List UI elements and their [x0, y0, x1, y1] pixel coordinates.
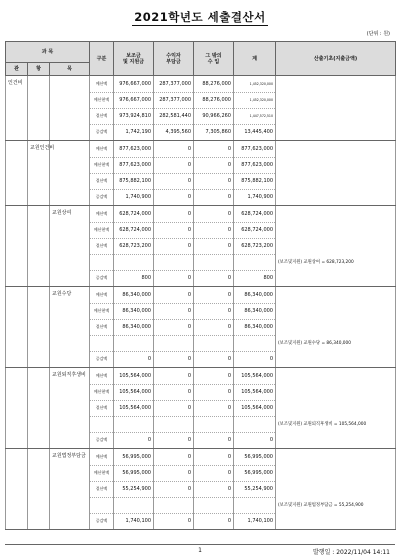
cell-division: 예산액: [90, 449, 114, 466]
cell-other-income: 0: [194, 303, 234, 319]
cell-gwan: [6, 270, 28, 287]
cell-gwan: [6, 481, 28, 497]
cell-subsidy: 1,740,100: [114, 513, 154, 530]
cell-hang: [28, 157, 50, 173]
cell-hang: [28, 335, 50, 351]
header-gwan: 관: [6, 63, 28, 76]
cell-gwan: [6, 416, 28, 432]
cell-total: [234, 335, 276, 351]
cell-total: 13,445,400: [234, 124, 276, 141]
cell-mok: 교원상여: [50, 206, 90, 223]
cell-gwan: [6, 368, 28, 385]
cell-beneficiary: 0: [154, 465, 194, 481]
cell-basis: [276, 157, 396, 173]
cell-other-income: 0: [194, 384, 234, 400]
table-row: [6, 319, 396, 335]
cell-other-income: 0: [194, 432, 234, 449]
cell-total: [234, 497, 276, 513]
cell-basis: [276, 108, 396, 124]
cell-gwan: [6, 108, 28, 124]
cell-gwan: [6, 124, 28, 141]
table-row: [6, 189, 396, 206]
cell-total: 875,882,100: [234, 173, 276, 189]
document-title: 2021학년도 세출결산서: [134, 10, 266, 24]
cell-gwan: [6, 92, 28, 108]
cell-subsidy: 0: [114, 351, 154, 368]
cell-division: 결산액: [90, 108, 114, 124]
cell-total: 56,995,000: [234, 449, 276, 466]
table-row: [6, 384, 396, 400]
cell-gwan: [6, 400, 28, 416]
cell-hang: [28, 303, 50, 319]
cell-basis: [276, 449, 396, 466]
cell-gwan: [6, 351, 28, 368]
cell-hang: [28, 238, 50, 254]
cell-hang: 교원인건비: [28, 141, 50, 158]
cell-basis: [276, 238, 396, 254]
cell-total: 1,452,320,000: [234, 92, 276, 108]
cell-basis: [276, 465, 396, 481]
cell-other-income: 88,276,000: [194, 76, 234, 93]
cell-beneficiary: 0: [154, 173, 194, 189]
cell-basis: [276, 432, 396, 449]
cell-gwan: [6, 497, 28, 513]
cell-beneficiary: [154, 254, 194, 270]
cell-gwan: [6, 449, 28, 466]
cell-mok: [50, 141, 90, 158]
cell-basis: [276, 481, 396, 497]
cell-division: 증감액: [90, 189, 114, 206]
cell-basis: [276, 189, 396, 206]
cell-subsidy: 55,254,900: [114, 481, 154, 497]
cell-hang: [28, 319, 50, 335]
cell-hang: [28, 189, 50, 206]
cell-beneficiary: 0: [154, 189, 194, 206]
cell-subsidy: 86,340,000: [114, 303, 154, 319]
cell-other-income: 0: [194, 400, 234, 416]
cell-total: 86,340,000: [234, 287, 276, 304]
cell-hang: [28, 270, 50, 287]
cell-hang: [28, 481, 50, 497]
table-row: [6, 108, 396, 124]
cell-division: 예산현액: [90, 303, 114, 319]
cell-hang: [28, 254, 50, 270]
cell-hang: [28, 384, 50, 400]
unit-label: (단위 : 원): [366, 31, 390, 37]
cell-other-income: [194, 497, 234, 513]
cell-mok: [50, 400, 90, 416]
cell-other-income: 0: [194, 287, 234, 304]
cell-basis: [276, 513, 396, 530]
cell-gwan: [6, 157, 28, 173]
cell-other-income: 0: [194, 206, 234, 223]
cell-hang: [28, 449, 50, 466]
cell-basis: [276, 270, 396, 287]
cell-beneficiary: 0: [154, 222, 194, 238]
cell-mok: [50, 254, 90, 270]
cell-basis: [276, 92, 396, 108]
cell-hang: [28, 497, 50, 513]
cell-subsidy: 976,667,000: [114, 92, 154, 108]
cell-subsidy: 800: [114, 270, 154, 287]
cell-division: 결산액: [90, 319, 114, 335]
cell-hang: [28, 76, 50, 93]
cell-division: 결산액: [90, 173, 114, 189]
cell-mok: [50, 124, 90, 141]
cell-subsidy: 875,882,100: [114, 173, 154, 189]
cell-division: 결산액: [90, 400, 114, 416]
cell-beneficiary: 0: [154, 303, 194, 319]
table-row: [6, 173, 396, 189]
cell-beneficiary: 287,377,000: [154, 76, 194, 93]
cell-beneficiary: 0: [154, 384, 194, 400]
cell-basis: [276, 141, 396, 158]
cell-subsidy: 976,667,000: [114, 76, 154, 93]
cell-basis: [276, 368, 396, 385]
cell-mok: [50, 222, 90, 238]
cell-other-income: 0: [194, 270, 234, 287]
header-division: 구분: [90, 42, 114, 76]
cell-basis: [276, 124, 396, 141]
table-row: [6, 400, 396, 416]
cell-basis: (보조및지원) 교원수당 = 86,340,000: [276, 335, 396, 351]
cell-beneficiary: 0: [154, 141, 194, 158]
table-row: [6, 287, 396, 304]
cell-other-income: 0: [194, 141, 234, 158]
cell-mok: [50, 465, 90, 481]
cell-other-income: [194, 335, 234, 351]
cell-hang: [28, 432, 50, 449]
cell-mok: 교원법정부담금: [50, 449, 90, 466]
table-row: [6, 465, 396, 481]
cell-mok: [50, 513, 90, 530]
cell-hang: [28, 416, 50, 432]
cell-basis: [276, 351, 396, 368]
cell-basis: [276, 400, 396, 416]
cell-other-income: 0: [194, 189, 234, 206]
cell-subsidy: 105,564,000: [114, 400, 154, 416]
cell-beneficiary: 0: [154, 400, 194, 416]
footer-divider: [5, 544, 395, 545]
cell-hang: [28, 513, 50, 530]
cell-gwan: [6, 513, 28, 530]
cell-division: 예산액: [90, 368, 114, 385]
cell-beneficiary: 0: [154, 157, 194, 173]
cell-gwan: [6, 173, 28, 189]
cell-mok: [50, 497, 90, 513]
cell-beneficiary: [154, 335, 194, 351]
cell-gwan: [6, 384, 28, 400]
issued-date: 발행일 : 2022/11/04 14:11: [312, 549, 390, 556]
cell-division: 예산액: [90, 141, 114, 158]
cell-division: 증감액: [90, 432, 114, 449]
header-basis: 산출기초(지출금액): [276, 42, 396, 76]
cell-total: 628,724,000: [234, 206, 276, 223]
cell-total: 628,723,200: [234, 238, 276, 254]
table-row: [6, 351, 396, 368]
cell-division: 증감액: [90, 351, 114, 368]
cell-subsidy: 105,564,000: [114, 384, 154, 400]
header-category: 과 목: [6, 42, 90, 63]
cell-hang: [28, 92, 50, 108]
cell-subsidy: [114, 254, 154, 270]
cell-basis: (보조및지원) 교원상여 = 628,723,200: [276, 254, 396, 270]
table-row: [6, 432, 396, 449]
cell-beneficiary: 0: [154, 238, 194, 254]
cell-subsidy: 628,724,000: [114, 206, 154, 223]
cell-mok: [50, 351, 90, 368]
cell-total: 86,340,000: [234, 303, 276, 319]
cell-basis: [276, 287, 396, 304]
cell-hang: [28, 368, 50, 385]
cell-gwan: [6, 319, 28, 335]
cell-division: 예산현액: [90, 92, 114, 108]
cell-mok: [50, 157, 90, 173]
cell-mok: [50, 384, 90, 400]
cell-beneficiary: 0: [154, 319, 194, 335]
cell-subsidy: 877,623,000: [114, 157, 154, 173]
cell-total: 105,564,000: [234, 384, 276, 400]
cell-hang: [28, 173, 50, 189]
cell-total: 800: [234, 270, 276, 287]
cell-subsidy: 1,740,900: [114, 189, 154, 206]
cell-hang: [28, 124, 50, 141]
cell-other-income: 0: [194, 513, 234, 530]
cell-total: [234, 416, 276, 432]
cell-division: [90, 416, 114, 432]
cell-total: 86,340,000: [234, 319, 276, 335]
cell-gwan: [6, 189, 28, 206]
cell-other-income: 88,276,000: [194, 92, 234, 108]
table-row: [6, 76, 396, 93]
cell-division: 결산액: [90, 238, 114, 254]
cell-beneficiary: 4,395,560: [154, 124, 194, 141]
cell-gwan: [6, 238, 28, 254]
cell-division: [90, 254, 114, 270]
cell-total: 877,623,000: [234, 157, 276, 173]
cell-mok: [50, 319, 90, 335]
cell-other-income: [194, 254, 234, 270]
cell-gwan: [6, 206, 28, 223]
cell-subsidy: [114, 416, 154, 432]
cell-subsidy: 105,564,000: [114, 368, 154, 385]
cell-gwan: [6, 254, 28, 270]
cell-beneficiary: 0: [154, 206, 194, 223]
cell-total: 105,564,000: [234, 368, 276, 385]
cell-beneficiary: 0: [154, 481, 194, 497]
cell-subsidy: 1,742,190: [114, 124, 154, 141]
cell-beneficiary: 282,581,440: [154, 108, 194, 124]
cell-division: 예산현액: [90, 157, 114, 173]
table-row: [6, 513, 396, 530]
cell-division: 예산현액: [90, 384, 114, 400]
cell-subsidy: 628,723,200: [114, 238, 154, 254]
cell-other-income: 0: [194, 465, 234, 481]
table-row: [6, 222, 396, 238]
table-row: [6, 92, 396, 108]
cell-other-income: 0: [194, 368, 234, 385]
cell-division: 증감액: [90, 124, 114, 141]
cell-other-income: 0: [194, 222, 234, 238]
cell-total: 877,623,000: [234, 141, 276, 158]
cell-gwan: [6, 287, 28, 304]
cell-hang: [28, 287, 50, 304]
cell-subsidy: 973,924,810: [114, 108, 154, 124]
cell-mok: 교원수당: [50, 287, 90, 304]
cell-total: 0: [234, 351, 276, 368]
cell-other-income: [194, 416, 234, 432]
cell-total: [234, 254, 276, 270]
cell-basis: [276, 319, 396, 335]
table-row: [6, 157, 396, 173]
cell-gwan: 인건비: [6, 76, 28, 93]
cell-beneficiary: 0: [154, 368, 194, 385]
cell-gwan: [6, 141, 28, 158]
header-other-income: 그 밖의 수 입: [194, 42, 234, 76]
cell-division: [90, 335, 114, 351]
cell-division: 증감액: [90, 270, 114, 287]
cell-subsidy: 0: [114, 432, 154, 449]
cell-gwan: [6, 335, 28, 351]
cell-beneficiary: [154, 497, 194, 513]
cell-total: 105,564,000: [234, 400, 276, 416]
cell-beneficiary: 0: [154, 351, 194, 368]
cell-other-income: 0: [194, 238, 234, 254]
cell-total: 628,724,000: [234, 222, 276, 238]
cell-subsidy: 56,995,000: [114, 449, 154, 466]
cell-division: 예산액: [90, 206, 114, 223]
cell-hang: [28, 206, 50, 223]
cell-beneficiary: 0: [154, 287, 194, 304]
cell-subsidy: 877,623,000: [114, 141, 154, 158]
cell-subsidy: 86,340,000: [114, 319, 154, 335]
page-number: 1: [198, 547, 202, 554]
cell-mok: [50, 108, 90, 124]
cell-subsidy: 56,995,000: [114, 465, 154, 481]
cell-total: 0: [234, 432, 276, 449]
table-row: [6, 368, 396, 385]
cell-mok: [50, 416, 90, 432]
header-subsidy: 보조금 및 지원금: [114, 42, 154, 76]
cell-mok: [50, 238, 90, 254]
table-row: [6, 481, 396, 497]
cell-division: 예산현액: [90, 222, 114, 238]
cell-division: [90, 497, 114, 513]
table-row: [6, 206, 396, 223]
cell-hang: [28, 400, 50, 416]
expenditure-table: [5, 41, 396, 530]
cell-mok: [50, 270, 90, 287]
cell-gwan: [6, 303, 28, 319]
cell-basis: [276, 206, 396, 223]
table-row: [6, 124, 396, 141]
cell-total: 55,254,900: [234, 481, 276, 497]
table-body: [6, 76, 396, 530]
cell-basis: [276, 173, 396, 189]
cell-total: 1,740,900: [234, 189, 276, 206]
cell-beneficiary: 0: [154, 270, 194, 287]
cell-mok: 교원퇴직후생비: [50, 368, 90, 385]
cell-other-income: 7,305,860: [194, 124, 234, 141]
cell-gwan: [6, 465, 28, 481]
cell-mok: [50, 189, 90, 206]
table-row: [6, 141, 396, 158]
cell-beneficiary: 0: [154, 513, 194, 530]
table-row: [6, 254, 396, 270]
table-row: [6, 449, 396, 466]
cell-mok: [50, 173, 90, 189]
cell-basis: (보조및지원) 교원법정부담금 = 55,254,900: [276, 497, 396, 513]
cell-total: 1,452,320,000: [234, 76, 276, 93]
cell-hang: [28, 351, 50, 368]
cell-basis: [276, 76, 396, 93]
cell-total: 1,740,100: [234, 513, 276, 530]
cell-hang: [28, 222, 50, 238]
cell-division: 결산액: [90, 481, 114, 497]
cell-other-income: 0: [194, 157, 234, 173]
cell-gwan: [6, 222, 28, 238]
header-mok: 목: [50, 63, 90, 76]
cell-division: 증감액: [90, 513, 114, 530]
cell-mok: [50, 76, 90, 93]
cell-total: 56,995,000: [234, 465, 276, 481]
cell-basis: [276, 303, 396, 319]
cell-beneficiary: 0: [154, 449, 194, 466]
cell-other-income: 0: [194, 449, 234, 466]
cell-subsidy: 628,724,000: [114, 222, 154, 238]
cell-division: 예산액: [90, 287, 114, 304]
cell-hang: [28, 465, 50, 481]
table-row: [6, 416, 396, 432]
cell-division: 예산액: [90, 76, 114, 93]
header-total: 계: [234, 42, 276, 76]
cell-basis: (보조및지원) 교원퇴직후생비 = 105,564,000: [276, 416, 396, 432]
table-row: [6, 303, 396, 319]
cell-beneficiary: 0: [154, 432, 194, 449]
cell-basis: [276, 222, 396, 238]
table-row: [6, 335, 396, 351]
cell-other-income: 0: [194, 481, 234, 497]
cell-beneficiary: [154, 416, 194, 432]
cell-mok: [50, 481, 90, 497]
table-row: [6, 497, 396, 513]
cell-hang: [28, 108, 50, 124]
cell-mok: [50, 303, 90, 319]
cell-other-income: 90,966,260: [194, 108, 234, 124]
cell-basis: [276, 384, 396, 400]
cell-beneficiary: 287,377,000: [154, 92, 194, 108]
cell-other-income: 0: [194, 351, 234, 368]
table-row: [6, 238, 396, 254]
header-beneficiary: 수익자 부담금: [154, 42, 194, 76]
cell-total: 1,447,572,510: [234, 108, 276, 124]
cell-other-income: 0: [194, 319, 234, 335]
cell-other-income: 0: [194, 173, 234, 189]
cell-subsidy: [114, 497, 154, 513]
cell-mok: [50, 335, 90, 351]
cell-subsidy: [114, 335, 154, 351]
cell-mok: [50, 92, 90, 108]
cell-mok: [50, 432, 90, 449]
header-hang: 항: [28, 63, 50, 76]
cell-subsidy: 86,340,000: [114, 287, 154, 304]
cell-division: 예산현액: [90, 465, 114, 481]
table-row: [6, 270, 396, 287]
cell-gwan: [6, 432, 28, 449]
